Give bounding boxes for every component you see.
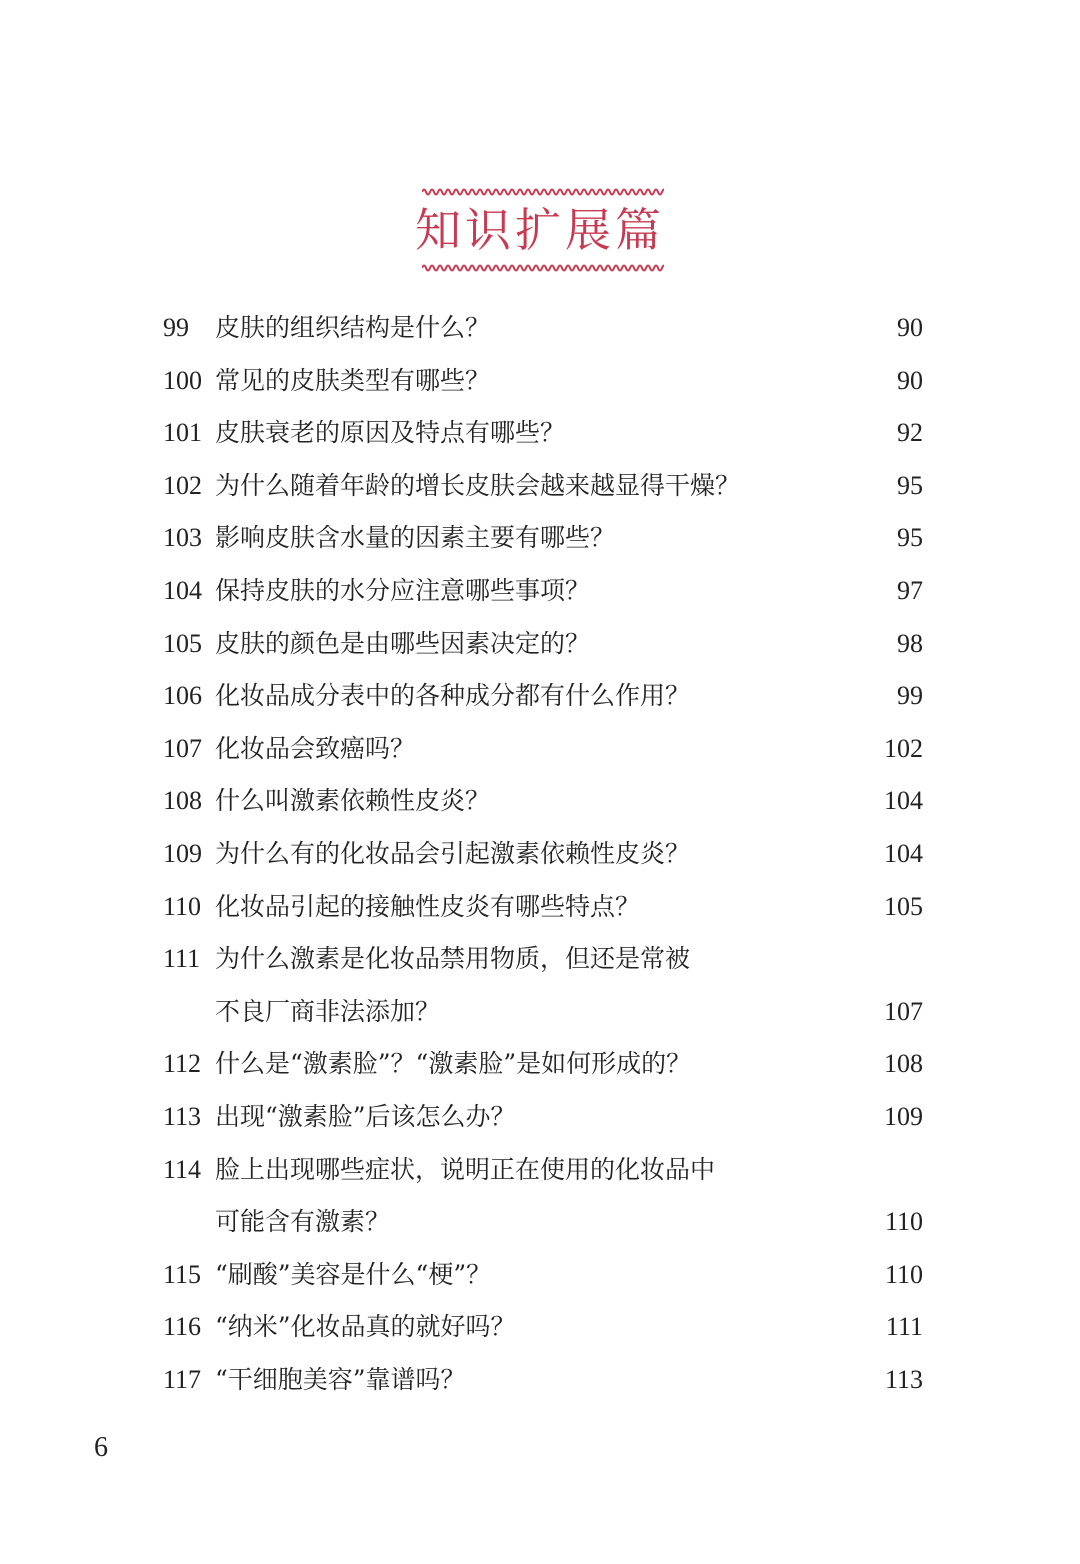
toc-entry-title: 什么叫激素依赖性皮炎？ [215,786,491,816]
section-heading [0,180,1080,280]
toc-entry-number: 107 [163,733,202,763]
toc-entry-number: 106 [163,681,202,711]
toc-entry-page: 99 [897,681,923,711]
toc-entry-page: 104 [884,838,923,868]
toc-entry-page: 108 [884,1049,923,1079]
toc-entry-page: 107 [884,996,923,1026]
section-title: 知识扩展篇 [415,203,665,257]
toc-entry [163,986,923,1039]
toc-entry [163,933,923,986]
toc-entry-title: 常见的皮肤类型有哪些？ [215,365,491,395]
toc-entry-title: 皮肤的颜色是由哪些因素决定的？ [215,628,591,658]
toc-entry-title: 影响皮肤含水量的因素主要有哪些？ [215,523,616,553]
toc-entry-title: 化妆品引起的接触性皮炎有哪些特点？ [215,891,641,921]
toc-entry [163,512,923,565]
toc-entry-title: 不良厂商非法添加？ [215,996,441,1026]
toc-entry-number: 110 [163,891,202,921]
toc-entry-number: 115 [163,1259,202,1289]
toc-entry-page: 110 [884,1207,923,1237]
toc-entry [163,407,923,460]
toc-entry-page: 113 [884,1364,923,1394]
toc-entry-number: 102 [163,470,202,500]
toc-entry-title: 皮肤的组织结构是什么？ [215,313,491,342]
toc-entry-page: 90 [897,313,923,342]
toc-entry-title: 保持皮肤的水分应注意哪些事项？ [215,575,591,605]
table-of-contents [163,302,923,1406]
toc-entry-title: 为什么有的化妆品会引起激素依赖性皮炎？ [215,838,691,868]
toc-entry [163,1038,923,1091]
toc-entry-page: 102 [884,733,923,763]
toc-entry-number: 116 [163,1312,202,1342]
toc-entry-page: 95 [897,523,923,553]
toc-entry-number: 112 [163,1049,202,1079]
toc-entry-page: 98 [897,628,923,658]
toc-entry-page: 109 [884,1101,923,1131]
toc-entry [163,355,923,408]
toc-entry [163,670,923,723]
toc-entry-page: 105 [884,891,923,921]
toc-entry [163,1144,923,1197]
toc-entry-title: 什么是“激素脸”？“激素脸”是如何形成的？ [215,1049,692,1079]
toc-entry-title: “纳米”化妆品真的就好吗？ [215,1312,516,1342]
wave-divider-bottom [422,262,664,274]
toc-entry [163,618,923,671]
toc-entry-number: 99 [163,313,189,342]
toc-entry-title: “干细胞美容”靠谱吗？ [215,1364,466,1394]
toc-entry-number: 100 [163,365,202,395]
toc-entry [163,1249,923,1302]
toc-entry-title: 为什么激素是化妆品禁用物质，但还是常被 [215,944,691,974]
toc-entry-page: 92 [897,418,923,448]
toc-entry-title: 皮肤衰老的原因及特点有哪些？ [215,418,566,448]
toc-entry-title: 出现“激素脸”后该怎么办？ [215,1101,516,1131]
toc-entry-title: 化妆品会致癌吗？ [215,733,416,763]
toc-entry-page: 97 [897,575,923,605]
toc-entry-page: 95 [897,470,923,500]
toc-entry [163,460,923,513]
toc-entry-page: 111 [885,1312,923,1342]
toc-entry-number: 117 [163,1364,202,1394]
toc-entry-title: 可能含有激素？ [215,1207,391,1237]
toc-entry-title: 为什么随着年龄的增长皮肤会越来越显得干燥？ [215,470,741,500]
toc-entry-number: 111 [163,944,201,974]
toc-entry [163,1196,923,1249]
toc-entry-page: 110 [884,1259,923,1289]
toc-entry-title: “刷酸”美容是什么“梗”？ [215,1259,492,1289]
toc-entry [163,1091,923,1144]
toc-entry-number: 109 [163,838,202,868]
toc-entry-number: 105 [163,628,202,658]
toc-entry [163,828,923,881]
toc-entry [163,881,923,934]
toc-entry-number: 113 [163,1101,202,1131]
toc-entry-number: 103 [163,523,202,553]
toc-entry-number: 101 [163,418,202,448]
toc-entry [163,1301,923,1354]
wave-divider-top [422,186,664,198]
toc-entry-page: 104 [884,786,923,816]
toc-entry-number: 108 [163,786,202,816]
toc-entry-number: 114 [163,1154,202,1184]
toc-entry-page: 90 [897,365,923,395]
toc-entry-title: 脸上出现哪些症状，说明正在使用的化妆品中 [215,1154,716,1184]
page-number: 6 [94,1432,108,1463]
toc-entry-number: 104 [163,575,202,605]
toc-entry [163,565,923,618]
toc-entry-title: 化妆品成分表中的各种成分都有什么作用？ [215,681,691,711]
toc-entry [163,1354,923,1407]
toc-entry [163,723,923,776]
toc-entry [163,302,923,355]
toc-entry [163,775,923,828]
